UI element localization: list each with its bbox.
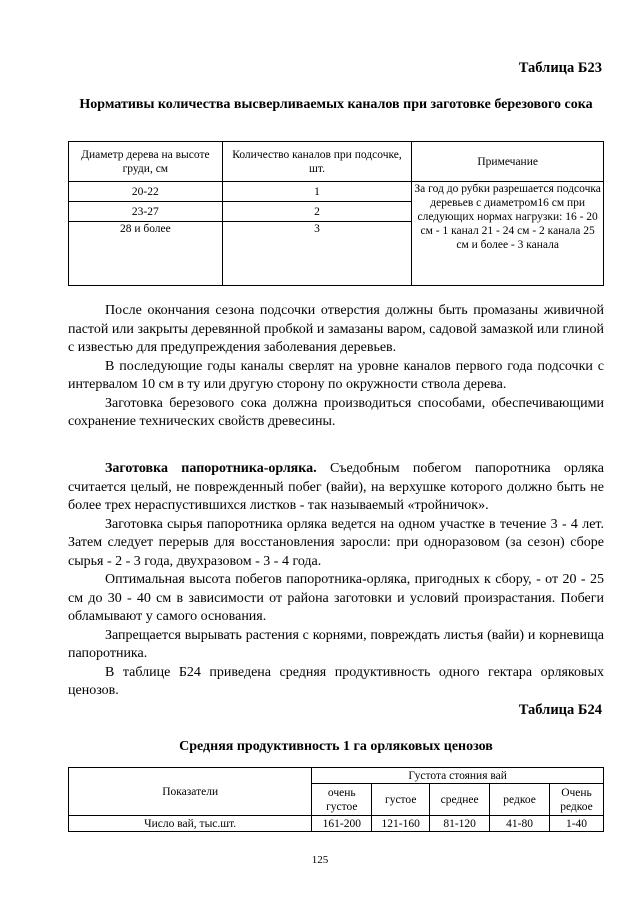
table-b24-header-group: Густота стояния вай — [312, 768, 604, 784]
table-b23-cell-count: 3 — [222, 222, 412, 286]
paragraph: Оптимальная высота побегов папоротника-орляка, пригодных к сбору, - от 20 - 25 см до 30 - 40 см в зависимости от района заготовки и условий произрастания. Побеги обламывают у самого основания. — [68, 572, 604, 624]
table-row — [69, 816, 604, 832]
table-b24-subheader: Очень редкое — [550, 784, 604, 816]
paragraph: Заготовка сырья папоротника орляка ведется на одном участке в течение 3 - 4 лет. Затем следует перерыв для восстановления заросли: при одноразовом (за сезон) сборе сырья - 2 - 3 года, двухразовом - 3 - 4 года. — [68, 516, 604, 569]
table-b23-label: Таблица Б23 — [518, 60, 602, 76]
paragraph: В таблице Б24 приведена средняя продуктивность одного гектара орляковых ценозов. — [68, 664, 604, 698]
table-b24-header-indicator: Показатели — [69, 768, 312, 816]
paragraph: После окончания сезона подсочки отверстия должны быть промазаны живичной пастой или закрыты деревянной пробкой и замазаны варом, садовой замазкой или глиной с известью для предупреждения заболевания деревьев. — [68, 303, 604, 355]
table-b23-note: За год до рубки разрешается подсочка деревьев с диаметром16 см при следующих нормах нагрузки: 16 - 20 см - 1 канал 21 - 24 см - 2 канала 25 см и более - 3 канала — [412, 182, 604, 286]
table-b23-header-count: Количество каналов при подсочке, шт. — [222, 142, 412, 182]
table-b23-cell-count: 1 — [222, 182, 412, 202]
table-b23-header-note: Примечание — [412, 142, 604, 182]
table-b24-cell: 41-80 — [490, 816, 550, 832]
body-section-2 — [68, 460, 604, 701]
table-b24-subheader: редкое — [490, 784, 550, 816]
table-b23-cell-diameter: 28 и более — [69, 222, 223, 286]
paragraph-text: Съедобным побегом папоротника орляка считается целый, не поврежденный побег (вайи), на верхушке которого должно быть не более трех нераспустившихся листков - так называемый «тройничок». — [68, 461, 604, 513]
paragraph: В последующие годы каналы сверлят на уровне каналов первого года подсочки с интервалом 10 см в ту или другую сторону по окружности ствола дерева. — [68, 358, 604, 392]
table-b24-header-row — [69, 768, 604, 784]
table-b24-cell: 81-120 — [430, 816, 490, 832]
paragraph-heading: Заготовка папоротника-орляка. — [105, 461, 317, 476]
table-b23-cell-diameter: 20-22 — [69, 182, 223, 202]
table-b23 — [68, 141, 604, 286]
table-b24-cell: 161-200 — [312, 816, 372, 832]
body-section-1 — [68, 302, 604, 432]
table-row — [69, 182, 604, 202]
table-b24-label: Таблица Б24 — [518, 702, 602, 718]
table-b23-header-row — [69, 142, 604, 182]
table-b24 — [68, 767, 604, 832]
table-b24-subheader: очень густое — [312, 784, 372, 816]
table-b24-title: Средняя продуктивность 1 га орляковых ценозов — [179, 739, 493, 754]
paragraph: Заготовка березового сока должна производиться способами, обеспечивающими сохранение технических свойств древесины. — [68, 395, 604, 429]
table-b23-title: Нормативы количества высверливаемых каналов при заготовке березового сока — [79, 97, 593, 112]
paragraph: Запрещается вырывать растения с корнями, повреждать листья (вайи) и корневища папоротника. — [68, 627, 604, 661]
table-b24-subheader: густое — [372, 784, 430, 816]
table-b23-cell-count: 2 — [222, 202, 412, 222]
table-b23-header-diameter: Диаметр дерева на высоте груди, см — [69, 142, 223, 182]
table-b24-cell: 1-40 — [550, 816, 604, 832]
table-b24-cell: 121-160 — [372, 816, 430, 832]
table-b23-cell-diameter: 23-27 — [69, 202, 223, 222]
page-number: 125 — [311, 854, 329, 866]
table-b24-row-label: Число вай, тыс.шт. — [69, 816, 312, 832]
table-b24-subheader: среднее — [430, 784, 490, 816]
paragraph — [68, 460, 604, 516]
